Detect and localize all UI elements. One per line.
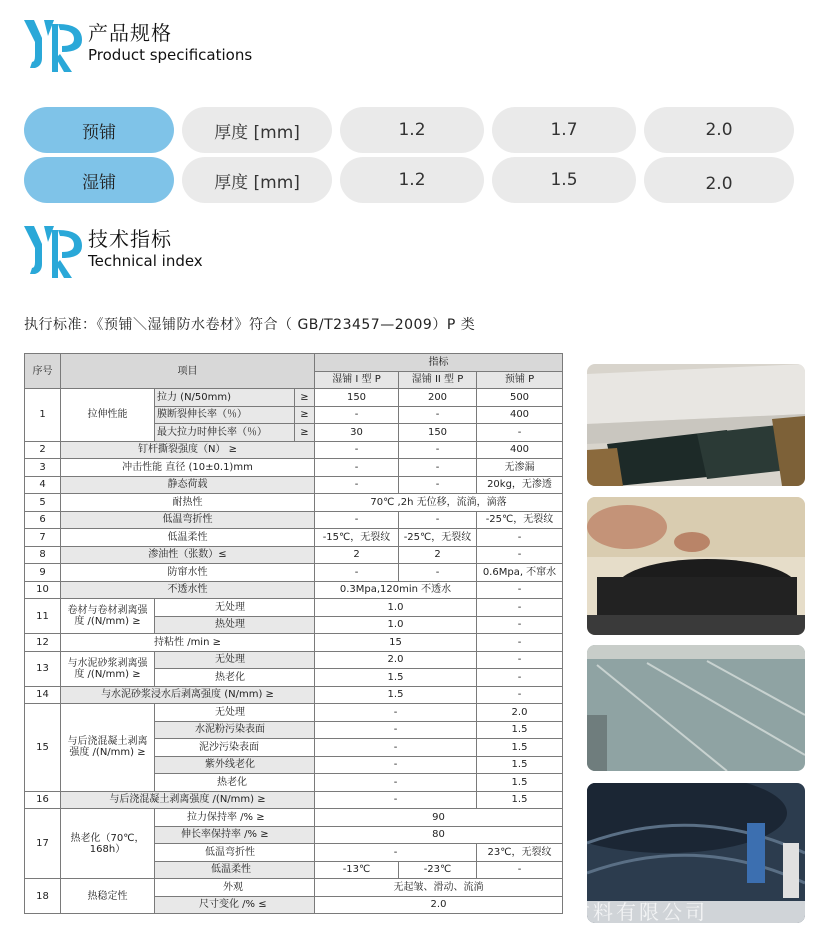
table-row: 最大拉力时伸长率（％） ≥ 30 150 - xyxy=(25,424,563,442)
table-row: 尺寸变化 /% ≤ 2.0 xyxy=(25,896,563,914)
table-row: 12 持粘性 /min ≥ 15 - xyxy=(25,634,563,652)
table-row: 膜断裂伸长率（％） ≥ - - 400 xyxy=(25,406,563,424)
brand-logo-icon xyxy=(22,18,86,74)
watermark-text: 材料有限公司 xyxy=(570,900,708,924)
table-row: 15 与后浇混凝土剥离强度 /(N/mm) ≥ 无处理 - 2.0 xyxy=(25,704,563,722)
table-row: 水泥粉污染表面 - 1.5 xyxy=(25,721,563,739)
spec-section-header xyxy=(22,18,252,74)
table-row: 伸长率保持率 /% ≥ 80 xyxy=(25,826,563,844)
brand-logo-icon xyxy=(22,224,86,280)
spec-title-en: Product specifications xyxy=(88,46,253,64)
table-row: 1 拉伸性能 拉力 (N/50mm) ≥ 150 200 500 xyxy=(25,389,563,407)
table-row: 泥沙污染表面 - 1.5 xyxy=(25,739,563,757)
header-col-wet-2: 湿铺 II 型 P xyxy=(399,371,477,389)
header-col-wet-1: 湿铺 I 型 P xyxy=(315,371,399,389)
spec-value: 1.7 xyxy=(492,107,636,153)
table-row: 7 低温柔性 -15℃，无裂纹 -25℃，无裂纹 - xyxy=(25,529,563,547)
tech-title-en: Technical index xyxy=(88,252,203,270)
header-item: 项目 xyxy=(61,354,315,389)
table-row: 13 与水泥砂浆剥离强度 /(N/mm) ≥ 无处理 2.0 - xyxy=(25,651,563,669)
spec-title-cn: 产品规格 xyxy=(88,21,172,45)
table-row: 11 卷材与卷材剥离强度 /(N/mm) ≥ 无处理 1.0 - xyxy=(25,599,563,617)
spec-thickness-label: 厚度 [mm] xyxy=(182,107,332,153)
membrane-layers-photo xyxy=(587,364,805,486)
table-row: 3 冲击性能 直径 (10±0.1)mm - - 无渗漏 xyxy=(25,459,563,477)
table-row: 4 静态荷载 - - 20kg，无渗透 xyxy=(25,476,563,494)
table-row: 6 低温弯折性 - - -25℃，无裂纹 xyxy=(25,511,563,529)
spec-type-label: 预铺 xyxy=(24,107,174,153)
table-row: 热处理 1.0 - xyxy=(25,616,563,634)
tech-section-header xyxy=(22,224,203,280)
spec-thickness-label: 厚度 [mm] xyxy=(182,157,332,203)
table-row: 16 与后浇混凝土剥离强度 /(N/mm) ≥ - 1.5 xyxy=(25,791,563,809)
spec-value: 2.0 xyxy=(644,157,794,203)
spec-type-label: 湿铺 xyxy=(24,157,174,203)
table-row: 低温弯折性 - 23℃，无裂纹 xyxy=(25,844,563,862)
spec-row-wetlaid xyxy=(24,157,794,203)
spec-value: 2.0 xyxy=(644,107,794,153)
table-row: 热老化 - 1.5 xyxy=(25,774,563,792)
header-no: 序号 xyxy=(25,354,61,389)
spec-value: 1.2 xyxy=(340,157,484,203)
spec-value: 1.5 xyxy=(492,157,636,203)
table-row: 2 钉杆撕裂强度（N） ≥ - - 400 xyxy=(25,441,563,459)
technical-index-table xyxy=(24,353,563,914)
standard-statement: 执行标准：《预铺＼湿铺防水卷材》符合（ GB/T23457—2009）P 类 xyxy=(24,317,476,333)
header-col-prelaid: 预铺 P xyxy=(477,371,563,389)
table-row: 8 渗油性（张数）≤ 2 2 - xyxy=(25,546,563,564)
table-row: 低温柔性 -13℃ -23℃ - xyxy=(25,861,563,879)
header-index: 指标 xyxy=(315,354,563,372)
table-row: 紫外线老化 - 1.5 xyxy=(25,756,563,774)
table-row: 17 热老化（70℃，168h） 拉力保持率 /% ≥ 90 xyxy=(25,809,563,827)
table-row: 18 热稳定性 外观 无起皱、滑动、流淌 xyxy=(25,879,563,897)
spec-row-prelaid xyxy=(24,107,794,153)
table-row: 10 不透水性 0.3Mpa,120min 不透水 - xyxy=(25,581,563,599)
table-row: 14 与水泥砂浆浸水后剥离强度 (N/mm) ≥ 1.5 - xyxy=(25,686,563,704)
table-row: 5 耐热性 70℃ ,2h 无位移，流淌，滴落 xyxy=(25,494,563,512)
table-row: 热老化 1.5 - xyxy=(25,669,563,687)
table-row: 9 防窜水性 - - 0.6Mpa, 不窜水 xyxy=(25,564,563,582)
roof-membrane-photo xyxy=(587,645,805,771)
spec-value: 1.2 xyxy=(340,107,484,153)
tech-title-cn: 技术指标 xyxy=(88,227,172,251)
installation-photo xyxy=(587,497,805,635)
